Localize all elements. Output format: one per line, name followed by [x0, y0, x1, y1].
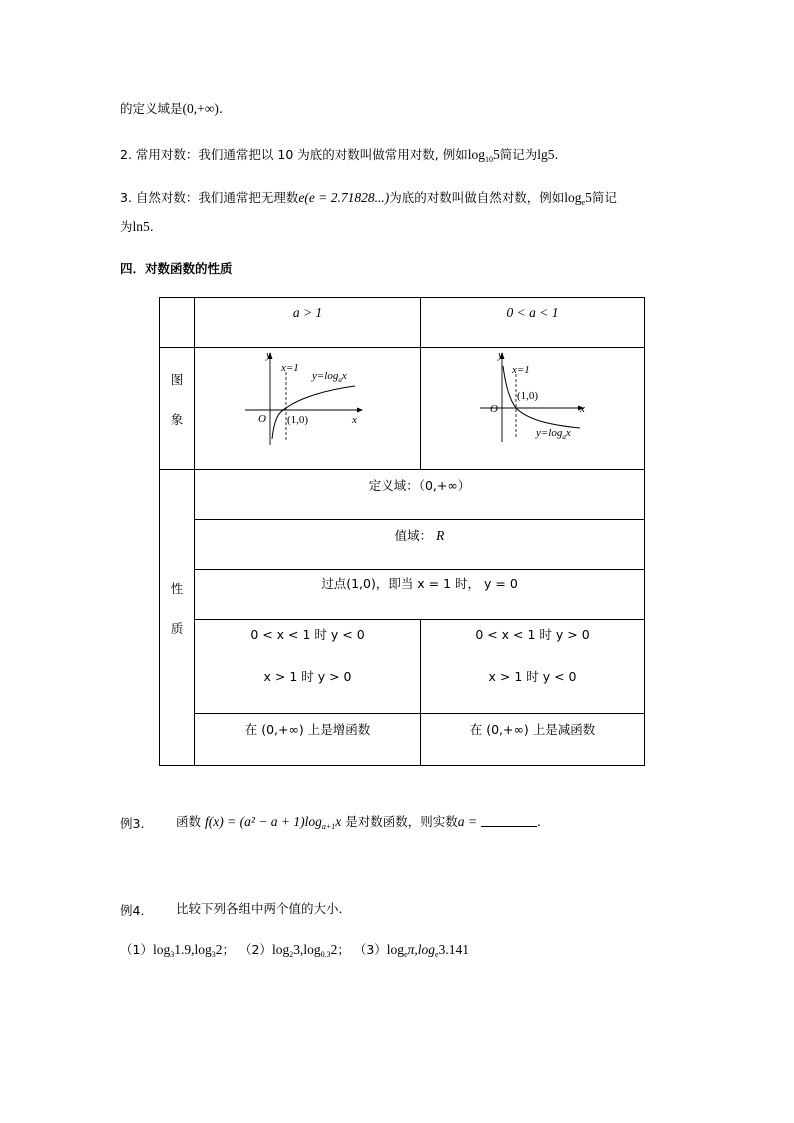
- row-label-prop-1: 性: [170, 581, 184, 596]
- right-sign-1: 0 < x < 1 时 y > 0: [475, 627, 590, 642]
- left-point: (1,0): [287, 414, 309, 426]
- section-heading: 四．对数函数的性质: [120, 261, 233, 276]
- domain-cell: 定义域：（0,+∞）: [368, 478, 471, 493]
- left-y-label: y: [266, 350, 271, 361]
- left-line-label: x=1: [281, 362, 299, 374]
- example3-text: 函数 $f(x) = (a^2 - a + 1)\log_{a+1}x$ 是对数函数，则实数a = .: [176, 814, 541, 831]
- row-label-graph-2: 象: [170, 412, 184, 427]
- left-sign-1: 0 < x < 1 时 y < 0: [250, 627, 365, 642]
- left-x-label: x: [352, 414, 357, 426]
- right-y-label: y: [498, 350, 503, 361]
- header-a-gt-1: a > 1: [292, 305, 323, 320]
- right-monotonic-cell: 在 (0,+∞) 上是减函数: [469, 722, 596, 737]
- left-origin: O: [258, 413, 266, 425]
- left-sign-2: x > 1 时 y > 0: [263, 669, 352, 684]
- natural-log-paragraph-line2: 为ln5.: [120, 219, 154, 234]
- right-func-label: $y=\log_ax$: [536, 427, 571, 441]
- example4-text: 比较下列各组中两个值的大小．: [176, 901, 352, 916]
- example4-parts: $(1)\log_31.9,\log_32$； $(2)\log_23,\log_{0.3}2$； $(3)\log_e\pi,\log_e3.141$: [120, 942, 469, 959]
- log-properties-table: [159, 297, 645, 766]
- right-point: (1,0): [517, 390, 539, 402]
- range-cell: 值域： R: [394, 528, 445, 543]
- increasing-log-graph: [245, 350, 375, 450]
- row-label-prop-2: 质: [170, 621, 184, 636]
- right-sign-2: x > 1 时 y < 0: [488, 669, 577, 684]
- right-x-label: x: [580, 403, 585, 415]
- decreasing-log-graph: [480, 350, 610, 450]
- example4-label: 例4.: [120, 903, 145, 918]
- right-line-label: x=1: [512, 364, 530, 376]
- natural-log-paragraph: 3. 自然对数：我们通常把无理数e(e = 2.71828...)为底的对数叫做自然对数，例如$\log_e5$简记: [120, 190, 617, 207]
- row-label-graph-1: 图: [170, 372, 184, 387]
- domain-expression: (0,+∞): [182, 101, 219, 116]
- left-func-label: $y=\log_ax$: [312, 370, 347, 384]
- answer-blank[interactable]: [481, 814, 537, 827]
- right-origin: O: [490, 403, 498, 415]
- left-monotonic-cell: 在 (0,+∞) 上是增函数: [244, 722, 371, 737]
- intro-line: 的定义域是(0,+∞).: [120, 101, 223, 116]
- example3-label: 例3.: [120, 816, 145, 831]
- fixed-point-cell: 过点(1,0)，即当 x = 1 时， y = 0: [321, 576, 518, 591]
- header-a-lt-1: 0 < a < 1: [506, 305, 559, 320]
- common-log-paragraph: 2. 常用对数：我们通常把以 10 为底的对数叫做常用对数, 例如$\log_{10}5$简记为lg5.: [120, 147, 559, 164]
